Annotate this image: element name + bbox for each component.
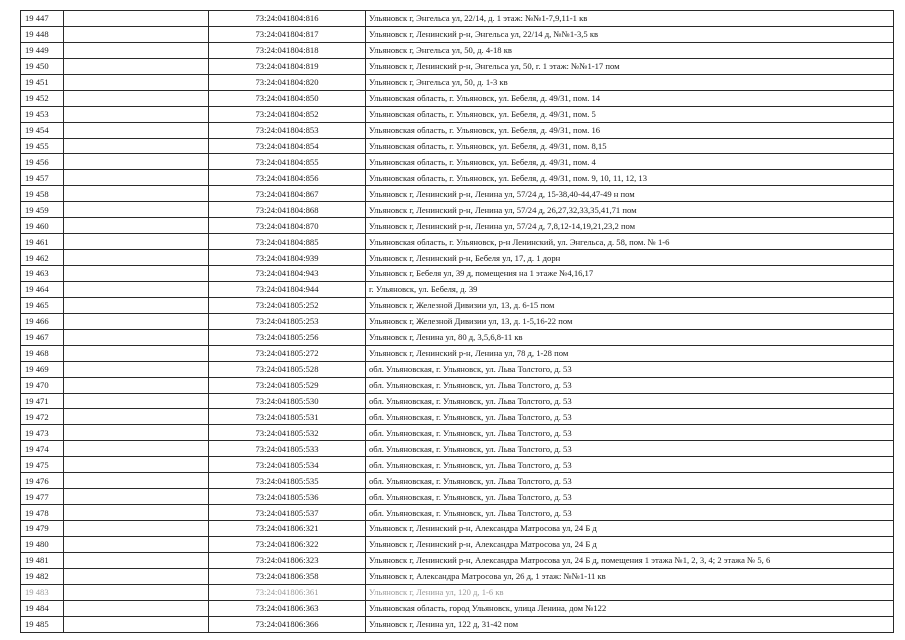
table-row xyxy=(21,409,894,425)
table-row xyxy=(21,489,894,505)
empty-cell xyxy=(64,266,209,282)
register-table xyxy=(20,10,894,633)
table-row xyxy=(21,377,894,393)
address: Ульяновск г, Ленинский р-н, Александра Матросова ул, 24 Б д xyxy=(366,521,894,537)
row-number: 19 463 xyxy=(21,266,64,282)
table-row xyxy=(21,202,894,218)
empty-cell xyxy=(64,297,209,313)
cadastral-number: 73:24:041806:366 xyxy=(209,616,366,632)
empty-cell xyxy=(64,42,209,58)
table-row xyxy=(21,186,894,202)
address: Ульяновск г, Ленинский р-н, Бебеля ул, 17, д. 1 дорн xyxy=(366,250,894,266)
address: обл. Ульяновская, г. Ульяновск, ул. Льва Толстого, д. 53 xyxy=(366,457,894,473)
table-row xyxy=(21,361,894,377)
table-row xyxy=(21,26,894,42)
empty-cell xyxy=(64,202,209,218)
cadastral-number: 73:24:041804:855 xyxy=(209,154,366,170)
row-number: 19 483 xyxy=(21,584,64,600)
row-number: 19 473 xyxy=(21,425,64,441)
address: Ульяновск г, Ленинский р-н, Ленина ул, 57/24 д, 15-38,40-44,47-49 н пом xyxy=(366,186,894,202)
empty-cell xyxy=(64,218,209,234)
cadastral-number: 73:24:041804:853 xyxy=(209,122,366,138)
address: Ульяновская область, г. Ульяновск, ул. Бебеля, д. 49/31, пом. 14 xyxy=(366,90,894,106)
row-number: 19 455 xyxy=(21,138,64,154)
cadastral-number: 73:24:041804:850 xyxy=(209,90,366,106)
address: Ульяновская область, г. Ульяновск, ул. Бебеля, д. 49/31, пом. 16 xyxy=(366,122,894,138)
empty-cell xyxy=(64,616,209,632)
address: Ульяновск г, Бебеля ул, 39 д, помещения на 1 этаже №4,16,17 xyxy=(366,266,894,282)
cadastral-number: 73:24:041804:868 xyxy=(209,202,366,218)
table-row xyxy=(21,425,894,441)
address: Ульяновск г, Ленина ул, 80 д, 3,5,6,8-11 кв xyxy=(366,329,894,345)
table-row xyxy=(21,250,894,266)
address: Ульяновская область, г. Ульяновск, ул. Бебеля, д. 49/31, пом. 8,15 xyxy=(366,138,894,154)
table-row xyxy=(21,521,894,537)
address: Ульяновск г, Ленинский р-н, Александра Матросова ул, 24 Б д xyxy=(366,536,894,552)
table-row xyxy=(21,122,894,138)
row-number: 19 467 xyxy=(21,329,64,345)
address: обл. Ульяновская, г. Ульяновск, ул. Льва Толстого, д. 53 xyxy=(366,441,894,457)
address: Ульяновск г, Ленинский р-н, Ленина ул, 78 д, 1-28 пом xyxy=(366,345,894,361)
table-row xyxy=(21,154,894,170)
table-row xyxy=(21,218,894,234)
address: Ульяновск г, Ленинский р-н, Александра Матросова ул, 24 Б д, помещения 1 этажа №1, 2, 3, 4; 2 этажа № 5, 6 xyxy=(366,552,894,568)
row-number: 19 484 xyxy=(21,600,64,616)
table-row xyxy=(21,505,894,521)
row-number: 19 476 xyxy=(21,473,64,489)
empty-cell xyxy=(64,186,209,202)
table-row xyxy=(21,11,894,27)
cadastral-number: 73:24:041804:944 xyxy=(209,281,366,297)
row-number: 19 465 xyxy=(21,297,64,313)
empty-cell xyxy=(64,281,209,297)
row-number: 19 454 xyxy=(21,122,64,138)
cadastral-number: 73:24:041804:943 xyxy=(209,266,366,282)
cadastral-number: 73:24:041805:528 xyxy=(209,361,366,377)
table-row xyxy=(21,584,894,600)
empty-cell xyxy=(64,361,209,377)
address: Ульяновск г, Энгельса ул, 22/14, д. 1 этаж: №№1-7,9,11-1 кв xyxy=(366,11,894,27)
document-page xyxy=(20,10,894,633)
cadastral-number: 73:24:041804:870 xyxy=(209,218,366,234)
cadastral-number: 73:24:041805:253 xyxy=(209,313,366,329)
table-row xyxy=(21,74,894,90)
empty-cell xyxy=(64,409,209,425)
row-number: 19 460 xyxy=(21,218,64,234)
cadastral-number: 73:24:041805:252 xyxy=(209,297,366,313)
row-number: 19 475 xyxy=(21,457,64,473)
address: обл. Ульяновская, г. Ульяновск, ул. Льва Толстого, д. 53 xyxy=(366,489,894,505)
empty-cell xyxy=(64,74,209,90)
address: Ульяновская область, г. Ульяновск, ул. Бебеля, д. 49/31, пом. 4 xyxy=(366,154,894,170)
cadastral-number: 73:24:041804:856 xyxy=(209,170,366,186)
empty-cell xyxy=(64,521,209,537)
row-number: 19 480 xyxy=(21,536,64,552)
address: обл. Ульяновская, г. Ульяновск, ул. Льва Толстого, д. 53 xyxy=(366,361,894,377)
cadastral-number: 73:24:041805:534 xyxy=(209,457,366,473)
register-table-body xyxy=(21,11,894,633)
cadastral-number: 73:24:041805:533 xyxy=(209,441,366,457)
row-number: 19 478 xyxy=(21,505,64,521)
table-row xyxy=(21,170,894,186)
empty-cell xyxy=(64,122,209,138)
row-number: 19 482 xyxy=(21,568,64,584)
row-number: 19 459 xyxy=(21,202,64,218)
table-row xyxy=(21,42,894,58)
empty-cell xyxy=(64,552,209,568)
row-number: 19 470 xyxy=(21,377,64,393)
address: Ульяновская область, г. Ульяновск, ул. Бебеля, д. 49/31, пом. 5 xyxy=(366,106,894,122)
row-number: 19 447 xyxy=(21,11,64,27)
table-row xyxy=(21,457,894,473)
address: Ульяновская область, г. Ульяновск, р-н Ленинский, ул. Энгельса, д. 58, пом. № 1-6 xyxy=(366,234,894,250)
cadastral-number: 73:24:041805:256 xyxy=(209,329,366,345)
row-number: 19 466 xyxy=(21,313,64,329)
cadastral-number: 73:24:041805:531 xyxy=(209,409,366,425)
address: Ульяновск г, Энгельса ул, 50, д. 4-18 кв xyxy=(366,42,894,58)
cadastral-number: 73:24:041806:321 xyxy=(209,521,366,537)
cadastral-number: 73:24:041805:537 xyxy=(209,505,366,521)
cadastral-number: 73:24:041806:358 xyxy=(209,568,366,584)
address: Ульяновск г, Ленинский р-н, Ленина ул, 57/24 д, 26,27,32,33,35,41,71 пом xyxy=(366,202,894,218)
table-row xyxy=(21,345,894,361)
empty-cell xyxy=(64,568,209,584)
cadastral-number: 73:24:041804:885 xyxy=(209,234,366,250)
empty-cell xyxy=(64,26,209,42)
row-number: 19 449 xyxy=(21,42,64,58)
cadastral-number: 73:24:041805:529 xyxy=(209,377,366,393)
table-row xyxy=(21,313,894,329)
empty-cell xyxy=(64,600,209,616)
row-number: 19 452 xyxy=(21,90,64,106)
empty-cell xyxy=(64,457,209,473)
cadastral-number: 73:24:041804:939 xyxy=(209,250,366,266)
row-number: 19 464 xyxy=(21,281,64,297)
empty-cell xyxy=(64,138,209,154)
cadastral-number: 73:24:041804:818 xyxy=(209,42,366,58)
row-number: 19 469 xyxy=(21,361,64,377)
address: Ульяновск г, Ленинский р-н, Ленина ул, 57/24 д, 7,8,12-14,19,21,23,2 пом xyxy=(366,218,894,234)
empty-cell xyxy=(64,250,209,266)
row-number: 19 477 xyxy=(21,489,64,505)
address: г. Ульяновск, ул. Бебеля, д. 39 xyxy=(366,281,894,297)
row-number: 19 458 xyxy=(21,186,64,202)
row-number: 19 456 xyxy=(21,154,64,170)
cadastral-number: 73:24:041805:272 xyxy=(209,345,366,361)
cadastral-number: 73:24:041804:817 xyxy=(209,26,366,42)
cadastral-number: 73:24:041804:867 xyxy=(209,186,366,202)
empty-cell xyxy=(64,425,209,441)
cadastral-number: 73:24:041805:535 xyxy=(209,473,366,489)
row-number: 19 461 xyxy=(21,234,64,250)
address: Ульяновск г, Ленина ул, 122 д, 31-42 пом xyxy=(366,616,894,632)
table-row xyxy=(21,329,894,345)
empty-cell xyxy=(64,313,209,329)
empty-cell xyxy=(64,505,209,521)
address: обл. Ульяновская, г. Ульяновск, ул. Льва Толстого, д. 53 xyxy=(366,473,894,489)
cadastral-number: 73:24:041805:536 xyxy=(209,489,366,505)
cadastral-number: 73:24:041805:532 xyxy=(209,425,366,441)
address: Ульяновская область, г. Ульяновск, ул. Бебеля, д. 49/31, пом. 9, 10, 11, 12, 13 xyxy=(366,170,894,186)
table-row xyxy=(21,90,894,106)
address: Ульяновская область, город Ульяновск, улица Ленина, дом №122 xyxy=(366,600,894,616)
cadastral-number: 73:24:041804:854 xyxy=(209,138,366,154)
row-number: 19 468 xyxy=(21,345,64,361)
address: обл. Ульяновская, г. Ульяновск, ул. Льва Толстого, д. 53 xyxy=(366,505,894,521)
address: Ульяновск г, Ленина ул, 120 д, 1-6 кв xyxy=(366,584,894,600)
address: Ульяновск г, Ленинский р-н, Энгельса ул, 22/14 д, №№1-3,5 кв xyxy=(366,26,894,42)
empty-cell xyxy=(64,154,209,170)
address: Ульяновск г, Железной Дивизии ул, 13, д. 1-5,16-22 пом xyxy=(366,313,894,329)
cadastral-number: 73:24:041804:819 xyxy=(209,58,366,74)
address: Ульяновск г, Энгельса ул, 50, д. 1-3 кв xyxy=(366,74,894,90)
table-row xyxy=(21,58,894,74)
empty-cell xyxy=(64,106,209,122)
cadastral-number: 73:24:041806:323 xyxy=(209,552,366,568)
row-number: 19 471 xyxy=(21,393,64,409)
table-row xyxy=(21,281,894,297)
address: обл. Ульяновская, г. Ульяновск, ул. Льва Толстого, д. 53 xyxy=(366,409,894,425)
cadastral-number: 73:24:041804:852 xyxy=(209,106,366,122)
address: обл. Ульяновская, г. Ульяновск, ул. Льва Толстого, д. 53 xyxy=(366,393,894,409)
row-number: 19 462 xyxy=(21,250,64,266)
row-number: 19 451 xyxy=(21,74,64,90)
row-number: 19 450 xyxy=(21,58,64,74)
row-number: 19 457 xyxy=(21,170,64,186)
empty-cell xyxy=(64,441,209,457)
address: обл. Ульяновская, г. Ульяновск, ул. Льва Толстого, д. 53 xyxy=(366,377,894,393)
table-row xyxy=(21,441,894,457)
empty-cell xyxy=(64,58,209,74)
address: обл. Ульяновская, г. Ульяновск, ул. Льва Толстого, д. 53 xyxy=(366,425,894,441)
row-number: 19 448 xyxy=(21,26,64,42)
table-row xyxy=(21,616,894,632)
empty-cell xyxy=(64,473,209,489)
table-row xyxy=(21,106,894,122)
empty-cell xyxy=(64,393,209,409)
cadastral-number: 73:24:041804:816 xyxy=(209,11,366,27)
table-row xyxy=(21,536,894,552)
row-number: 19 474 xyxy=(21,441,64,457)
empty-cell xyxy=(64,345,209,361)
table-row xyxy=(21,568,894,584)
table-row xyxy=(21,473,894,489)
address: Ульяновск г, Железной Дивизии ул, 13, д. 6-15 пом xyxy=(366,297,894,313)
cadastral-number: 73:24:041804:820 xyxy=(209,74,366,90)
row-number: 19 472 xyxy=(21,409,64,425)
address: Ульяновск г, Ленинский р-н, Энгельса ул, 50, г. 1 этаж: №№1-17 пом xyxy=(366,58,894,74)
cadastral-number: 73:24:041805:530 xyxy=(209,393,366,409)
empty-cell xyxy=(64,90,209,106)
table-row xyxy=(21,266,894,282)
table-row xyxy=(21,552,894,568)
table-row xyxy=(21,138,894,154)
row-number: 19 481 xyxy=(21,552,64,568)
empty-cell xyxy=(64,377,209,393)
table-row xyxy=(21,297,894,313)
row-number: 19 479 xyxy=(21,521,64,537)
empty-cell xyxy=(64,536,209,552)
address: Ульяновск г, Александра Матросова ул, 26 д, 1 этаж: №№1-11 кв xyxy=(366,568,894,584)
table-row xyxy=(21,600,894,616)
table-row xyxy=(21,393,894,409)
empty-cell xyxy=(64,11,209,27)
empty-cell xyxy=(64,234,209,250)
cadastral-number: 73:24:041806:363 xyxy=(209,600,366,616)
cadastral-number: 73:24:041806:322 xyxy=(209,536,366,552)
empty-cell xyxy=(64,584,209,600)
empty-cell xyxy=(64,329,209,345)
row-number: 19 453 xyxy=(21,106,64,122)
row-number: 19 485 xyxy=(21,616,64,632)
empty-cell xyxy=(64,170,209,186)
cadastral-number: 73:24:041806:361 xyxy=(209,584,366,600)
table-row xyxy=(21,234,894,250)
empty-cell xyxy=(64,489,209,505)
